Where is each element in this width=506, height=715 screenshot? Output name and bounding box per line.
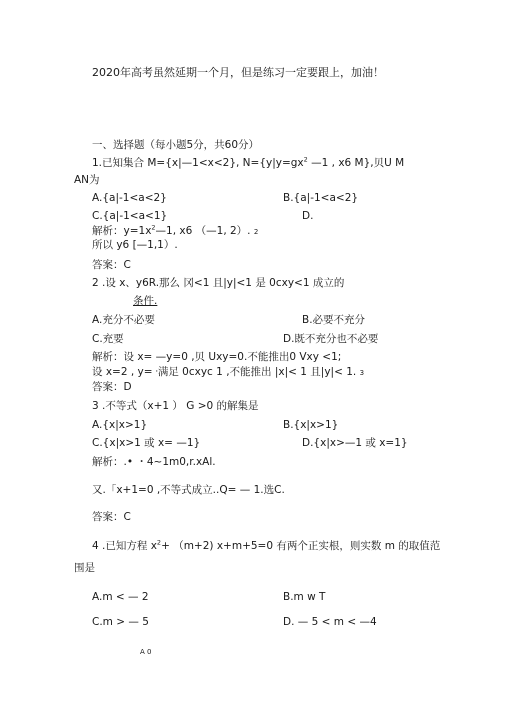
q1-solution-line2: 所以 y6 [—1,1）. [92, 239, 178, 251]
q2-solution-small: 3 [359, 369, 365, 377]
q2-solution-line2 [92, 366, 364, 380]
q2-answer: 答案：D [92, 381, 132, 393]
q2-option-b: B.必要不充分 [302, 314, 366, 326]
q4-stem [92, 540, 440, 553]
q2-option-a: A.充分不必要 [92, 314, 155, 326]
q3-stem: 3 .不等式（x+1 ） G >0 的解集是 [92, 400, 259, 412]
q2-option-c: C.充要 [92, 333, 124, 345]
q3-solution-line1: 解析：.• ・4~1m0,r.xAl. [92, 456, 216, 468]
q1-answer: 答案：C [92, 259, 131, 271]
q4-option-b: B.m w T [283, 591, 326, 603]
q4-stem-sup: 2 [156, 538, 162, 547]
q2-stem: 2 .设 x、y6R.那么 冈<1 且|y|<1 是 0cxy<1 成立的 [92, 277, 345, 289]
q1-stem-text-a: 1.已知集合 M={x|—1<x<2}, N={y|y=gx [92, 157, 304, 169]
q1-option-c: C.{a|-1<a<1} [92, 210, 168, 222]
q4-stem-continuation: 围是 [74, 562, 95, 574]
q1-solution-sup: 2 [151, 223, 156, 232]
q2-option-d: D.既不充分也不必要 [283, 333, 379, 345]
q1-option-b: B.{a|-1<a<2} [283, 192, 359, 204]
q1-stem-continuation: AN为 [74, 174, 100, 186]
q2-solution-text-a: 设 x=2 , y= [92, 366, 153, 378]
q3-answer: 答案：C [92, 511, 131, 523]
q2-solution-text-b: 满足 0cxyc 1 ,不能推出 |x|< 1 且|y|< 1. [157, 366, 357, 378]
q1-solution-small: 2 [253, 228, 259, 236]
q1-option-a: A.{a|-1<a<2} [92, 192, 167, 204]
q1-solution-text-b: —1, x6 （—1, 2）. [155, 225, 251, 237]
q1-solution-line1 [92, 225, 258, 239]
q4-tail-text: A 0 [140, 648, 152, 656]
q1-stem-sup: 2 [303, 155, 308, 164]
q4-stem-text-b: + （m+2) x+m+5=0 有两个正实根，则实数 m 的取值范 [161, 540, 441, 552]
q4-option-c: C.m > — 5 [92, 616, 149, 628]
q3-option-d: D.{x|x>—1 或 x=1} [302, 437, 408, 449]
q3-solution-line2: 又.「x+1=0 ,不等式成立..Q= — 1.选C. [92, 484, 285, 496]
q1-solution-text-a: 解析：y=1x [92, 225, 152, 237]
q4-stem-text-a: 4 .已知方程 x [92, 540, 157, 552]
q1-option-d: D. [302, 210, 314, 222]
q4-option-d: D. — 5 < m < —4 [283, 616, 377, 628]
section-title: 一、选择题（每小题5分，共60分） [92, 139, 260, 151]
q1-stem-text-b: —1 , x6 M},贝U M [307, 157, 405, 169]
page-header: 2020年高考虽然延期一个月，但是练习一定要跟上，加油！ [92, 66, 384, 79]
q2-solution-mark: ' [155, 369, 158, 377]
q2-solution-line1: 解析：设 x= —y=0 ,贝 Uxy=0.不能推出0 Vxy <1; [92, 351, 342, 363]
q3-option-a: A.{x|x>1} [92, 419, 148, 431]
q2-stem-continuation: 条件. [133, 295, 158, 307]
q1-stem [92, 157, 404, 170]
q4-option-a: A.m < — 2 [92, 591, 149, 603]
q3-option-c: C.{x|x>1 或 x= —1} [92, 437, 201, 449]
q3-option-b: B.{x|x>1} [283, 419, 339, 431]
